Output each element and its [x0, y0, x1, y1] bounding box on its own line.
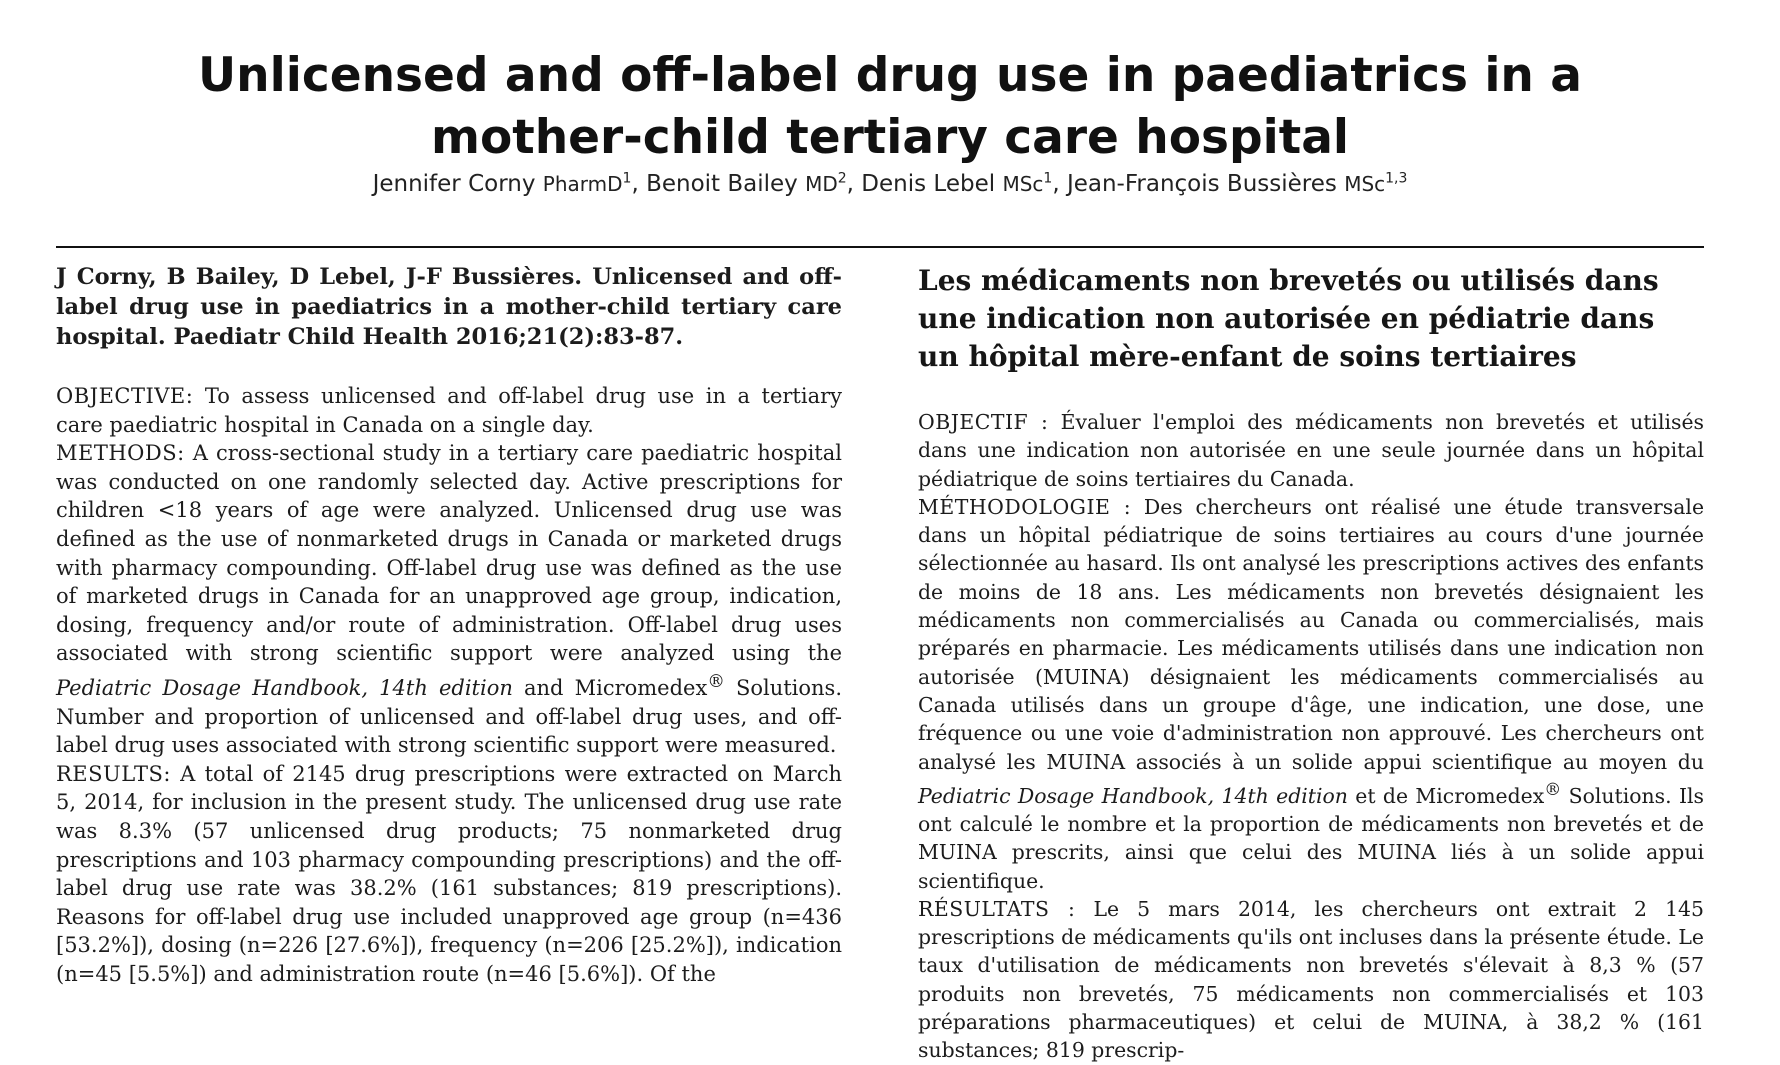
- french-abstract-column: [918, 262, 1704, 1065]
- methodologie-paragraph: MÉTHODOLOGIE : Des chercheurs ont réalisé une étude transversale dans un hôpital pédiatrique de soins tertiaires au cours d'une journée sélectionnée au hasard. Ils ont analysé les prescriptions actives des enfants de moins de 18 ans. Les médicaments non brevetés désignaient les médicaments non commercialisés au Canada ou commercialisés, mais préparés en pharmacie. Les médicaments utilisés dans une indication non autorisée (MUINA) désignaient les médicaments commercialisés au Canada utilisés dans un groupe d'âge, une indication, une dose, une fréquence ou une voie d'administration non approuvé. Les chercheurs ont analysé les MUINA associés à un solide appui scientifique au moyen du Pediatric Dosage Handbook, 14th edition et de Micromedex® Solutions. Ils ont calculé le nombre et la proportion de médicaments non brevetés et de MUINA prescrits, ainsi que celui des MUINA liés à un solide appui scientifique.: [918, 494, 1705, 893]
- author-list: [0, 170, 1780, 197]
- article-title-line-2: mother-child tertiary care hospital: [430, 110, 1350, 166]
- objectif-label: OBJECTIF :: [918, 410, 1049, 434]
- methodologie-label: MÉTHODOLOGIE :: [918, 494, 1132, 519]
- author: Benoit Bailey $MD^2$,: [646, 170, 862, 197]
- resultats-paragraph: RÉSULTATS : Le 5 mars 2014, les chercheurs ont extrait 2 145 prescriptions de médicaments qu'ils ont incluses dans la présente étude. Le taux d'utilisation de médicaments non brevetés s'élevait à 8,3 % (57 produits non brevetés, 75 médicaments non commercialisés et 103 préparations pharmaceutiques) et celui de MUINA, à 38,2 % (161 substances; 819 prescrip-: [918, 896, 1704, 1063]
- results-label: RESULTS:: [56, 761, 171, 786]
- citation: J Corny, B Bailey, D Lebel, J-F Bussières. Unlicensed and off-label drug use in paediatrics in a mother-child tertiary care hospital. Paediatr Child Health 2016;21(2):83-87.: [56, 264, 842, 350]
- french-title: Les médicaments non brevetés ou utilisés dans une indication non autorisée en pédiatrie dans un hôpital mère-enfant de soins tertiaires: [918, 264, 1659, 373]
- author: Jennifer Corny PharmD$^1$,: [372, 170, 647, 197]
- english-abstract: [56, 382, 842, 988]
- results-paragraph: RESULTS: A total of 2145 drug prescriptions were extracted on March 5, 2014, for inclusion in the present study. The unlicensed drug use rate was 8.3% (57 unlicensed drug products; 75 nonmarketed drug prescriptions and 103 pharmacy compounding prescriptions) and the off-label drug use rate was 38.2% (161 substances; 819 prescriptions). Reasons for off-label drug use included unapproved age group (n=436 [53.2%]), dosing (n=226 [27.6%]), frequency (n=206 [25.2%]), indication (n=45 [5.5%]) and administration route (n=46 [5.6%]). Of the: [56, 761, 842, 986]
- methods-paragraph: METHODS: A cross-sectional study in a tertiary care paediatric hospital was conducted on one randomly selected day. Active prescriptions for children <18 years of age were analyzed. Unlicensed drug use was defined as the use of nonmarketed drugs in Canada or marketed drugs with pharmacy compounding. Off-label drug use was defined as the use of marketed drugs in Canada for an unapproved age group, indication, dosing, frequency and/or route of administration. Off-label drug uses associated with strong scientific support were analyzed using the Pediatric Dosage Handbook, 14th edition and Micromedex® Solutions. Number and proportion of unlicensed and off-label drug uses, and off-label drug uses associated with strong scientific support were measured.: [56, 441, 842, 758]
- article-title: [0, 45, 1780, 169]
- author: Jean-François Bussières MSc$^{1,3}$: [1066, 170, 1408, 197]
- methods-label: METHODS:: [56, 441, 185, 466]
- article-title-line-1: Unlicensed and off-label drug use in paediatrics in a: [198, 48, 1582, 104]
- objectif-paragraph: OBJECTIF : Évaluer l'emploi des médicaments non brevetés et utilisés dans une indication non autorisée en une seule journée dans un hôpital pédiatrique de soins tertiaires du Canada.: [918, 410, 1704, 491]
- french-abstract: [918, 408, 1704, 1065]
- resultats-label: RÉSULTATS :: [918, 896, 1076, 921]
- objective-paragraph: OBJECTIVE: To assess unlicensed and off-label drug use in a tertiary care paediatric hospital in Canada on a single day.: [56, 384, 842, 437]
- header-divider: [56, 246, 1704, 248]
- objective-label: OBJECTIVE:: [56, 384, 194, 408]
- author: Denis Lebel MSc$^1$,: [861, 170, 1067, 197]
- english-abstract-column: [56, 262, 842, 988]
